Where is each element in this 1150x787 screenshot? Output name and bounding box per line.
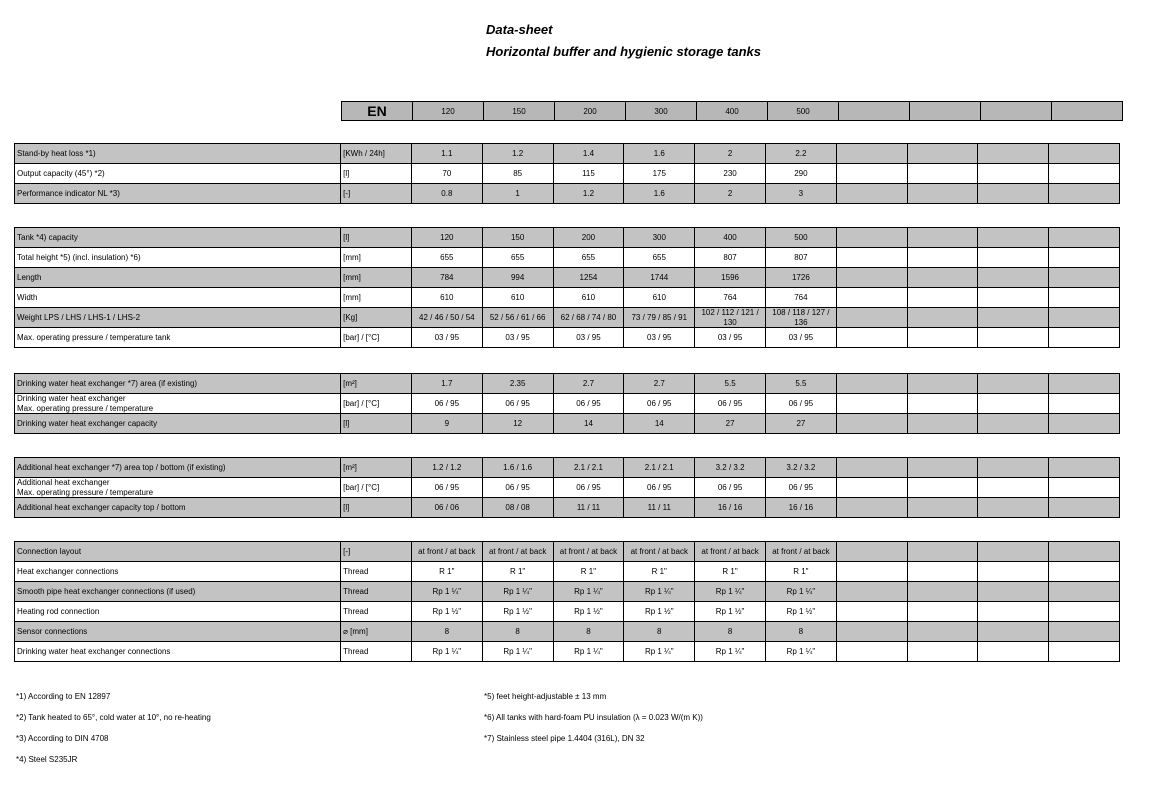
- value-cell: at front / at back: [623, 541, 695, 562]
- size-header: [909, 101, 981, 121]
- value-cell: 06 / 95: [623, 393, 695, 414]
- value-cell: 784: [411, 267, 483, 288]
- footnote-2: *2) Tank heated to 65°, cold water at 10°, no re-heating: [16, 713, 211, 722]
- value-cell: [977, 413, 1049, 434]
- size-header: 500: [767, 101, 839, 121]
- value-cell: [1048, 183, 1120, 204]
- value-cell: [836, 373, 908, 394]
- table-row: [14, 497, 1120, 518]
- value-cell: [1048, 307, 1120, 328]
- size-header: 200: [554, 101, 626, 121]
- value-cell: [977, 163, 1049, 184]
- table-row: [14, 621, 1120, 642]
- row-unit: Thread: [340, 581, 412, 602]
- document-title: Data-sheet: [486, 22, 553, 37]
- value-cell: 1.1: [411, 143, 483, 164]
- value-cell: [977, 247, 1049, 268]
- value-cell: [907, 457, 979, 478]
- value-cell: [907, 393, 979, 414]
- value-cell: [977, 287, 1049, 308]
- group-tank: [14, 227, 1120, 348]
- value-cell: at front / at back: [411, 541, 483, 562]
- value-cell: 03 / 95: [482, 327, 554, 348]
- value-cell: [907, 307, 979, 328]
- value-cell: [907, 621, 979, 642]
- table-row: [14, 163, 1120, 184]
- value-cell: 06 / 95: [765, 393, 837, 414]
- value-cell: [907, 581, 979, 602]
- row-unit: Thread: [340, 561, 412, 582]
- footnote-7: *7) Stainless steel pipe 1.4404 (316L), DN 32: [484, 734, 645, 743]
- footnote-5: *5) feet height-adjustable ± 13 mm: [484, 692, 607, 701]
- value-cell: 120: [411, 227, 483, 248]
- size-header: [1051, 101, 1123, 121]
- value-cell: 06 / 95: [694, 477, 766, 498]
- size-header: [980, 101, 1052, 121]
- value-cell: [907, 373, 979, 394]
- value-cell: 8: [553, 621, 625, 642]
- row-unit: [-]: [340, 183, 412, 204]
- value-cell: 2.1 / 2.1: [623, 457, 695, 478]
- value-cell: 2.35: [482, 373, 554, 394]
- value-cell: 9: [411, 413, 483, 434]
- table-row: [14, 227, 1120, 248]
- value-cell: 2.1 / 2.1: [553, 457, 625, 478]
- value-cell: R 1": [482, 561, 554, 582]
- value-cell: Rp 1 ¼": [765, 641, 837, 662]
- value-cell: R 1": [623, 561, 695, 582]
- table-row: [14, 327, 1120, 348]
- value-cell: 655: [623, 247, 695, 268]
- value-cell: [977, 327, 1049, 348]
- value-cell: at front / at back: [765, 541, 837, 562]
- row-unit: [l]: [340, 227, 412, 248]
- value-cell: [907, 561, 979, 582]
- value-cell: 06 / 95: [694, 393, 766, 414]
- value-cell: 764: [694, 287, 766, 308]
- value-cell: 27: [694, 413, 766, 434]
- value-cell: 2.2: [765, 143, 837, 164]
- row-unit: [l]: [340, 497, 412, 518]
- value-cell: 11 / 11: [553, 497, 625, 518]
- value-cell: Rp 1 ¼": [553, 641, 625, 662]
- table-row: [14, 541, 1120, 562]
- value-cell: 0.8: [411, 183, 483, 204]
- value-cell: 52 / 56 / 61 / 66: [482, 307, 554, 328]
- value-cell: 06 / 95: [482, 477, 554, 498]
- row-label: Additional heat exchanger Max. operating pressure / temperature: [14, 477, 341, 498]
- value-cell: 8: [623, 621, 695, 642]
- group-additional-exchanger: [14, 457, 1120, 518]
- value-cell: [977, 541, 1049, 562]
- row-unit: [l]: [340, 413, 412, 434]
- value-cell: 655: [482, 247, 554, 268]
- value-cell: [1048, 373, 1120, 394]
- value-cell: 06 / 06: [411, 497, 483, 518]
- footnote-1: *1) According to EN 12897: [16, 692, 111, 701]
- value-cell: [977, 227, 1049, 248]
- table-row: [14, 393, 1120, 414]
- row-label: Stand-by heat loss *1): [14, 143, 341, 164]
- value-cell: [907, 327, 979, 348]
- value-cell: [907, 601, 979, 622]
- value-cell: 03 / 95: [623, 327, 695, 348]
- value-cell: 5.5: [694, 373, 766, 394]
- row-unit: Thread: [340, 641, 412, 662]
- value-cell: R 1": [411, 561, 483, 582]
- value-cell: 03 / 95: [553, 327, 625, 348]
- value-cell: 42 / 46 / 50 / 54: [411, 307, 483, 328]
- value-cell: 8: [694, 621, 766, 642]
- value-cell: [977, 457, 1049, 478]
- row-label: Total height *5) (incl. insulation) *6): [14, 247, 341, 268]
- value-cell: [907, 163, 979, 184]
- value-cell: [836, 601, 908, 622]
- table-row: [14, 581, 1120, 602]
- value-cell: [1048, 247, 1120, 268]
- value-cell: [836, 143, 908, 164]
- value-cell: [977, 393, 1049, 414]
- value-cell: 764: [765, 287, 837, 308]
- value-cell: [836, 227, 908, 248]
- value-cell: 1596: [694, 267, 766, 288]
- value-cell: 1: [482, 183, 554, 204]
- value-cell: 610: [411, 287, 483, 308]
- value-cell: [836, 393, 908, 414]
- value-cell: Rp 1 ¼": [482, 641, 554, 662]
- table-row: [14, 307, 1120, 328]
- row-unit: [m²]: [340, 373, 412, 394]
- value-cell: 1.4: [553, 143, 625, 164]
- value-cell: Rp 1 ¼": [411, 581, 483, 602]
- value-cell: [1048, 267, 1120, 288]
- row-unit: [m²]: [340, 457, 412, 478]
- value-cell: [1048, 393, 1120, 414]
- row-unit: [mm]: [340, 287, 412, 308]
- value-cell: [836, 287, 908, 308]
- row-unit: [l]: [340, 163, 412, 184]
- value-cell: 1254: [553, 267, 625, 288]
- value-cell: 08 / 08: [482, 497, 554, 518]
- value-cell: [977, 641, 1049, 662]
- value-cell: [836, 641, 908, 662]
- value-cell: [1048, 581, 1120, 602]
- value-cell: 06 / 95: [482, 393, 554, 414]
- value-cell: [907, 227, 979, 248]
- value-cell: Rp 1 ½": [553, 601, 625, 622]
- value-cell: [977, 267, 1049, 288]
- value-cell: Rp 1 ¼": [623, 641, 695, 662]
- value-cell: [907, 541, 979, 562]
- value-cell: Rp 1 ¼": [411, 641, 483, 662]
- value-cell: [836, 581, 908, 602]
- value-cell: 27: [765, 413, 837, 434]
- value-cell: 150: [482, 227, 554, 248]
- row-label: Drinking water heat exchanger connections: [14, 641, 341, 662]
- row-unit: [Kg]: [340, 307, 412, 328]
- value-cell: [977, 373, 1049, 394]
- value-cell: [1048, 601, 1120, 622]
- footnote-4: *4) Steel S235JR: [16, 755, 78, 764]
- value-cell: 610: [553, 287, 625, 308]
- value-cell: R 1": [553, 561, 625, 582]
- value-cell: Rp 1 ¼": [553, 581, 625, 602]
- value-cell: [1048, 287, 1120, 308]
- value-cell: 03 / 95: [694, 327, 766, 348]
- row-label: Drinking water heat exchanger *7) area (if existing): [14, 373, 341, 394]
- value-cell: 115: [553, 163, 625, 184]
- row-label: Max. operating pressure / temperature tank: [14, 327, 341, 348]
- size-header: [838, 101, 910, 121]
- value-cell: 655: [553, 247, 625, 268]
- row-unit: Thread: [340, 601, 412, 622]
- value-cell: 1.2: [553, 183, 625, 204]
- row-label: Performance indicator NL *3): [14, 183, 341, 204]
- table-row: [14, 601, 1120, 622]
- value-cell: 2.7: [553, 373, 625, 394]
- row-label: Length: [14, 267, 341, 288]
- value-cell: [836, 457, 908, 478]
- value-cell: [977, 477, 1049, 498]
- value-cell: 1.7: [411, 373, 483, 394]
- value-cell: 16 / 16: [694, 497, 766, 518]
- value-cell: 06 / 95: [765, 477, 837, 498]
- row-unit: [bar] / [°C]: [340, 327, 412, 348]
- row-label: Weight LPS / LHS / LHS-1 / LHS-2: [14, 307, 341, 328]
- row-label: Sensor connections: [14, 621, 341, 642]
- value-cell: [907, 497, 979, 518]
- row-label: Width: [14, 287, 341, 308]
- row-unit: [mm]: [340, 267, 412, 288]
- value-cell: 610: [623, 287, 695, 308]
- value-cell: 3: [765, 183, 837, 204]
- value-cell: 2: [694, 143, 766, 164]
- value-cell: 230: [694, 163, 766, 184]
- value-cell: [977, 561, 1049, 582]
- value-cell: [907, 267, 979, 288]
- value-cell: 8: [482, 621, 554, 642]
- row-unit: [mm]: [340, 247, 412, 268]
- value-cell: [1048, 457, 1120, 478]
- document-subtitle: Horizontal buffer and hygienic storage tanks: [486, 44, 761, 59]
- value-cell: [836, 621, 908, 642]
- table-row: [14, 413, 1120, 434]
- value-cell: 3.2 / 3.2: [694, 457, 766, 478]
- value-cell: R 1": [765, 561, 837, 582]
- value-cell: [977, 143, 1049, 164]
- row-unit: [-]: [340, 541, 412, 562]
- value-cell: 400: [694, 227, 766, 248]
- row-unit: [bar] / [°C]: [340, 393, 412, 414]
- value-cell: 03 / 95: [765, 327, 837, 348]
- row-label: Additional heat exchanger capacity top / bottom: [14, 497, 341, 518]
- footnote-3: *3) According to DIN 4708: [16, 734, 109, 743]
- value-cell: 73 / 79 / 85 / 91: [623, 307, 695, 328]
- value-cell: [1048, 497, 1120, 518]
- group-heat-loss: [14, 143, 1120, 204]
- value-cell: [836, 267, 908, 288]
- value-cell: 994: [482, 267, 554, 288]
- row-label: Heating rod connection: [14, 601, 341, 622]
- value-cell: [1048, 561, 1120, 582]
- value-cell: 108 / 118 / 127 / 136: [765, 307, 837, 328]
- row-unit: [bar] / [°C]: [340, 477, 412, 498]
- value-cell: 14: [553, 413, 625, 434]
- value-cell: [1048, 641, 1120, 662]
- value-cell: [836, 477, 908, 498]
- table-row: [14, 287, 1120, 308]
- row-label: Drinking water heat exchanger capacity: [14, 413, 341, 434]
- value-cell: Rp 1 ¼": [694, 581, 766, 602]
- value-cell: [977, 183, 1049, 204]
- value-cell: [836, 163, 908, 184]
- value-cell: [977, 601, 1049, 622]
- value-cell: 12: [482, 413, 554, 434]
- value-cell: 200: [553, 227, 625, 248]
- value-cell: [836, 183, 908, 204]
- value-cell: Rp 1 ½": [694, 601, 766, 622]
- value-cell: at front / at back: [553, 541, 625, 562]
- value-cell: 1726: [765, 267, 837, 288]
- table-row: [14, 457, 1120, 478]
- row-label: Additional heat exchanger *7) area top / bottom (if existing): [14, 457, 341, 478]
- value-cell: 11 / 11: [623, 497, 695, 518]
- row-unit: ⌀ [mm]: [340, 621, 412, 642]
- value-cell: 3.2 / 3.2: [765, 457, 837, 478]
- table-row: [14, 373, 1120, 394]
- value-cell: 300: [623, 227, 695, 248]
- value-cell: [977, 621, 1049, 642]
- size-header: 120: [412, 101, 484, 121]
- value-cell: 807: [694, 247, 766, 268]
- table-row: [14, 183, 1120, 204]
- size-header: 400: [696, 101, 768, 121]
- value-cell: [836, 413, 908, 434]
- value-cell: 2.7: [623, 373, 695, 394]
- value-cell: [836, 327, 908, 348]
- value-cell: 06 / 95: [553, 393, 625, 414]
- value-cell: [1048, 541, 1120, 562]
- value-cell: [836, 247, 908, 268]
- table-row: [14, 247, 1120, 268]
- value-cell: 62 / 68 / 74 / 80: [553, 307, 625, 328]
- value-cell: 610: [482, 287, 554, 308]
- value-cell: 1.6 / 1.6: [482, 457, 554, 478]
- value-cell: [1048, 227, 1120, 248]
- value-cell: 1.2: [482, 143, 554, 164]
- value-cell: [1048, 163, 1120, 184]
- value-cell: 807: [765, 247, 837, 268]
- value-cell: [1048, 413, 1120, 434]
- value-cell: [836, 541, 908, 562]
- footnote-6: *6) All tanks with hard-foam PU insulation (λ = 0.023 W/(m K)): [484, 713, 703, 722]
- value-cell: 175: [623, 163, 695, 184]
- value-cell: [1048, 143, 1120, 164]
- value-cell: Rp 1 ½": [623, 601, 695, 622]
- value-cell: 1.6: [623, 183, 695, 204]
- value-cell: [836, 307, 908, 328]
- value-cell: 85: [482, 163, 554, 184]
- value-cell: 1744: [623, 267, 695, 288]
- value-cell: [907, 413, 979, 434]
- value-cell: Rp 1 ½": [482, 601, 554, 622]
- value-cell: Rp 1 ¼": [482, 581, 554, 602]
- value-cell: Rp 1 ½": [765, 601, 837, 622]
- value-cell: 500: [765, 227, 837, 248]
- value-cell: 1.2 / 1.2: [411, 457, 483, 478]
- row-label: Connection layout: [14, 541, 341, 562]
- value-cell: 2: [694, 183, 766, 204]
- row-label: Smooth pipe heat exchanger connections (if used): [14, 581, 341, 602]
- value-cell: 06 / 95: [411, 477, 483, 498]
- header-row: [341, 101, 1123, 122]
- value-cell: 03 / 95: [411, 327, 483, 348]
- row-unit: [KWh / 24h]: [340, 143, 412, 164]
- value-cell: [907, 477, 979, 498]
- value-cell: Rp 1 ¼": [623, 581, 695, 602]
- group-connections: [14, 541, 1120, 662]
- value-cell: 16 / 16: [765, 497, 837, 518]
- value-cell: [907, 143, 979, 164]
- value-cell: [977, 307, 1049, 328]
- value-cell: [836, 561, 908, 582]
- value-cell: 290: [765, 163, 837, 184]
- value-cell: 06 / 95: [411, 393, 483, 414]
- value-cell: 14: [623, 413, 695, 434]
- table-row: [14, 561, 1120, 582]
- value-cell: [977, 581, 1049, 602]
- value-cell: [836, 497, 908, 518]
- row-label: Drinking water heat exchanger Max. operating pressure / temperature: [14, 393, 341, 414]
- size-header: 150: [483, 101, 555, 121]
- table-row: [14, 477, 1120, 498]
- value-cell: [907, 641, 979, 662]
- language-label: EN: [341, 101, 413, 121]
- value-cell: at front / at back: [694, 541, 766, 562]
- size-header: 300: [625, 101, 697, 121]
- value-cell: 1.6: [623, 143, 695, 164]
- table-row: [14, 267, 1120, 288]
- value-cell: [1048, 621, 1120, 642]
- value-cell: 06 / 95: [623, 477, 695, 498]
- value-cell: R 1": [694, 561, 766, 582]
- value-cell: [907, 287, 979, 308]
- value-cell: [907, 247, 979, 268]
- value-cell: 8: [411, 621, 483, 642]
- row-label: Output capacity (45°) *2): [14, 163, 341, 184]
- row-label: Tank *4) capacity: [14, 227, 341, 248]
- value-cell: Rp 1 ¼": [694, 641, 766, 662]
- value-cell: Rp 1 ½": [411, 601, 483, 622]
- value-cell: Rp 1 ¼": [765, 581, 837, 602]
- group-drinking-water-exchanger: [14, 373, 1120, 434]
- table-row: [14, 143, 1120, 164]
- value-cell: 06 / 95: [553, 477, 625, 498]
- value-cell: [1048, 327, 1120, 348]
- value-cell: [977, 497, 1049, 518]
- row-label: Heat exchanger connections: [14, 561, 341, 582]
- value-cell: 8: [765, 621, 837, 642]
- value-cell: [907, 183, 979, 204]
- value-cell: 5.5: [765, 373, 837, 394]
- value-cell: 102 / 112 / 121 / 130: [694, 307, 766, 328]
- table-row: [14, 641, 1120, 662]
- value-cell: [1048, 477, 1120, 498]
- value-cell: 70: [411, 163, 483, 184]
- value-cell: 655: [411, 247, 483, 268]
- value-cell: at front / at back: [482, 541, 554, 562]
